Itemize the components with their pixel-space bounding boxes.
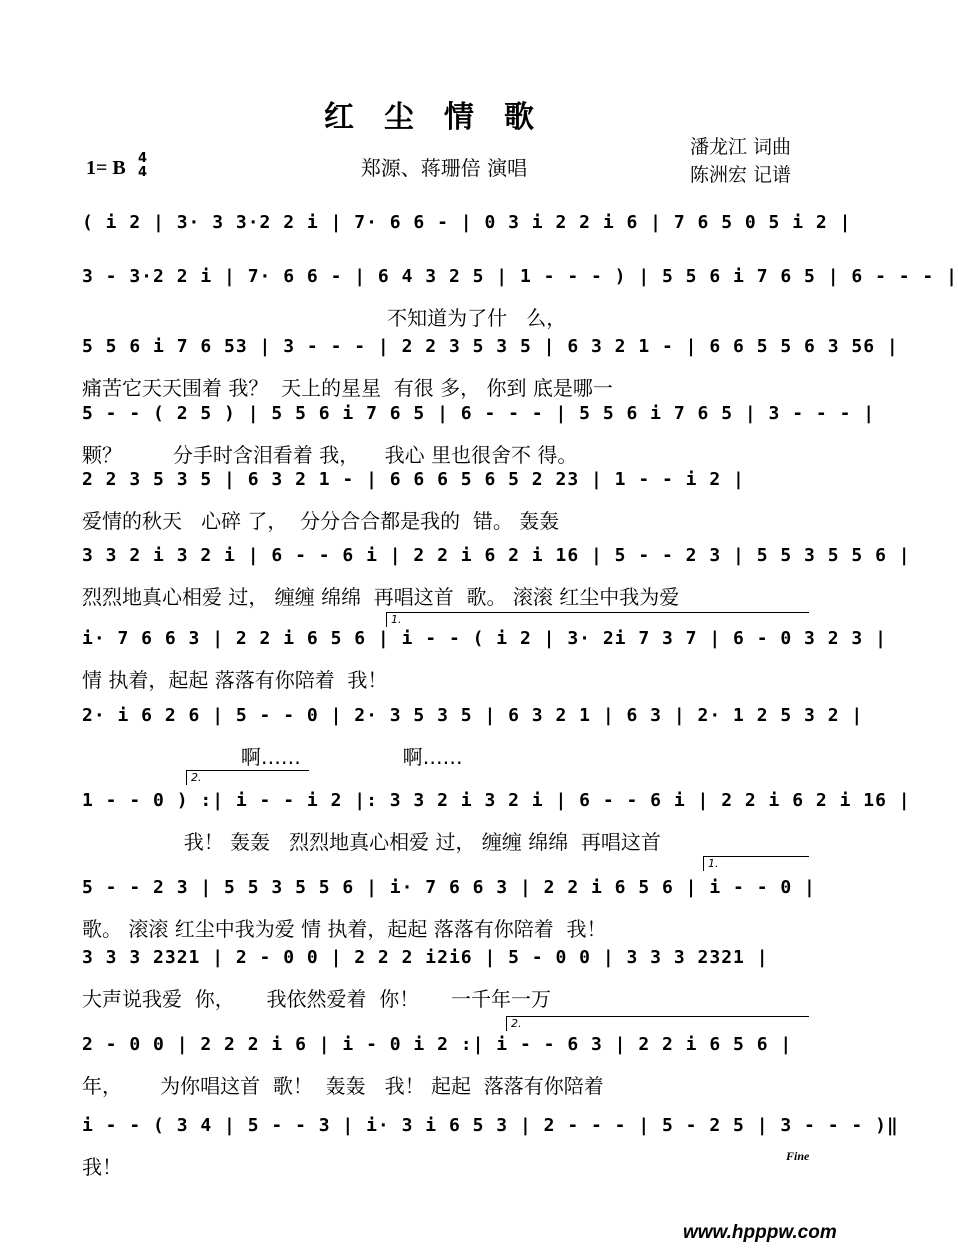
time-signature-bottom: 4 xyxy=(138,165,148,180)
notes-row-4: 5 - - ( 2 5 ) | 5 5 6 i 7 6 5 | 6 - - - | 5 5 6 i 7 6 5 | 3 - - - | xyxy=(82,403,876,424)
song-title: 红尘情歌 xyxy=(324,100,564,135)
notes-row-3: 5 5 6 i 7 6 53 | 3 - - - | 2 2 3 5 3 5 | 6 3 2 1 - | 6 6 5 5 6 3 56 | xyxy=(82,336,899,357)
fine-marker: Fine xyxy=(786,1149,810,1163)
lyrics-row-4: 颗？ 分手时含泪看着 我， 我心 里也很舍不 得。 xyxy=(82,443,578,467)
lyrics-row-10: 歌。 滚滚 红尘中我为爱 情 执着，起起 落落有你陪着 我！ xyxy=(82,917,607,941)
watermark: www.hpppw.com xyxy=(683,1222,837,1243)
time-signature-top: 4 xyxy=(138,151,148,166)
notes-row-9: 1 - - 0 ) :| i - - i 2 |: 3 3 2 i 3 2 i | 6 - - 6 i | 2 2 i 6 2 i 16 | xyxy=(82,790,911,811)
notes-row-5: 2 2 3 5 3 5 | 6 3 2 1 - | 6 6 6 5 6 5 2 23 | 1 - - i 2 | xyxy=(82,469,745,490)
lyrics-row-11: 大声说我爱 你， 我依然爱着 你！ 一千年一万 xyxy=(82,987,552,1011)
lyrics-row-2: 不知道为了什 么， xyxy=(82,306,567,330)
notes-row-2: 3 - 3·2 2 i | 7· 6 6 - | 6 4 3 2 5 | 1 - - - ) | 5 5 6 i 7 6 5 | 6 - - - | xyxy=(82,266,958,287)
notes-row-11: 3 3 3 2321 | 2 - 0 0 | 2 2 2 i2i6 | 5 - 0 0 | 3 3 3 2321 | xyxy=(82,947,769,968)
key-signature: 1= B xyxy=(86,157,126,179)
volta-2: 2. xyxy=(186,770,309,785)
lyrics-row-5: 爱情的秋天 心碎 了， 分分合合都是我的 错。 轰轰 xyxy=(82,509,560,533)
lyrics-row-13: 我！ xyxy=(82,1155,122,1179)
lyrics-row-8: 啊…… 啊…… xyxy=(82,745,463,769)
volta-2b: 2. xyxy=(506,1016,809,1031)
notes-row-6: 3 3 2 i 3 2 i | 6 - - 6 i | 2 2 i 6 2 i 16 | 5 - - 2 3 | 5 5 3 5 5 6 | xyxy=(82,545,911,566)
lyrics-row-9: 我！ 轰轰 烈烈地真心相爱 过， 缠缠 绵绵 再唱这首 xyxy=(82,830,661,854)
lyrics-row-7: 情 执着，起起 落落有你陪着 我！ xyxy=(82,668,388,692)
transcriber-credit: 陈洲宏 记谱 xyxy=(690,164,792,186)
notes-row-8: 2· i 6 2 6 | 5 - - 0 | 2· 3 5 3 5 | 6 3 2 1 | 6 3 | 2· 1 2 5 3 2 | xyxy=(82,705,864,726)
notes-row-10: 5 - - 2 3 | 5 5 3 5 5 6 | i· 7 6 6 3 | 2 2 i 6 5 6 | i - - 0 | xyxy=(82,877,816,898)
composer-credit: 潘龙江 词曲 xyxy=(690,136,792,158)
lyrics-row-6: 烈烈地真心相爱 过， 缠缠 绵绵 再唱这首 歌。 滚滚 红尘中我为爱 xyxy=(82,585,680,609)
singers: 郑源、蒋珊倍 演唱 xyxy=(360,156,528,180)
lyrics-row-3: 痛苦它天天围着 我？ 天上的星星 有很 多， 你到 底是哪一 xyxy=(82,376,613,400)
volta-1b: 1. xyxy=(703,856,809,871)
notes-row-7: i· 7 6 6 3 | 2 2 i 6 5 6 | i - - ( i 2 | 3· 2i 7 3 7 | 6 - 0 3 2 3 | xyxy=(82,628,887,649)
notes-row-1: ( i 2 | 3· 3 3·2 2 i | 7· 6 6 - | 0 3 i 2 2 i 6 | 7 6 5 0 5 i 2 | xyxy=(82,212,852,233)
volta-1: 1. xyxy=(386,612,809,627)
lyrics-row-12: 年， 为你唱这首 歌！ 轰轰 我！ 起起 落落有你陪着 xyxy=(82,1074,604,1098)
notes-row-12: 2 - 0 0 | 2 2 2 i 6 | i - 0 i 2 :| i - - 6 3 | 2 2 i 6 5 6 | xyxy=(82,1034,793,1055)
notes-row-13: i - - ( 3 4 | 5 - - 3 | i· 3 i 6 5 3 | 2 - - - | 5 - 2 5 | 3 - - - )‖ xyxy=(82,1115,899,1136)
